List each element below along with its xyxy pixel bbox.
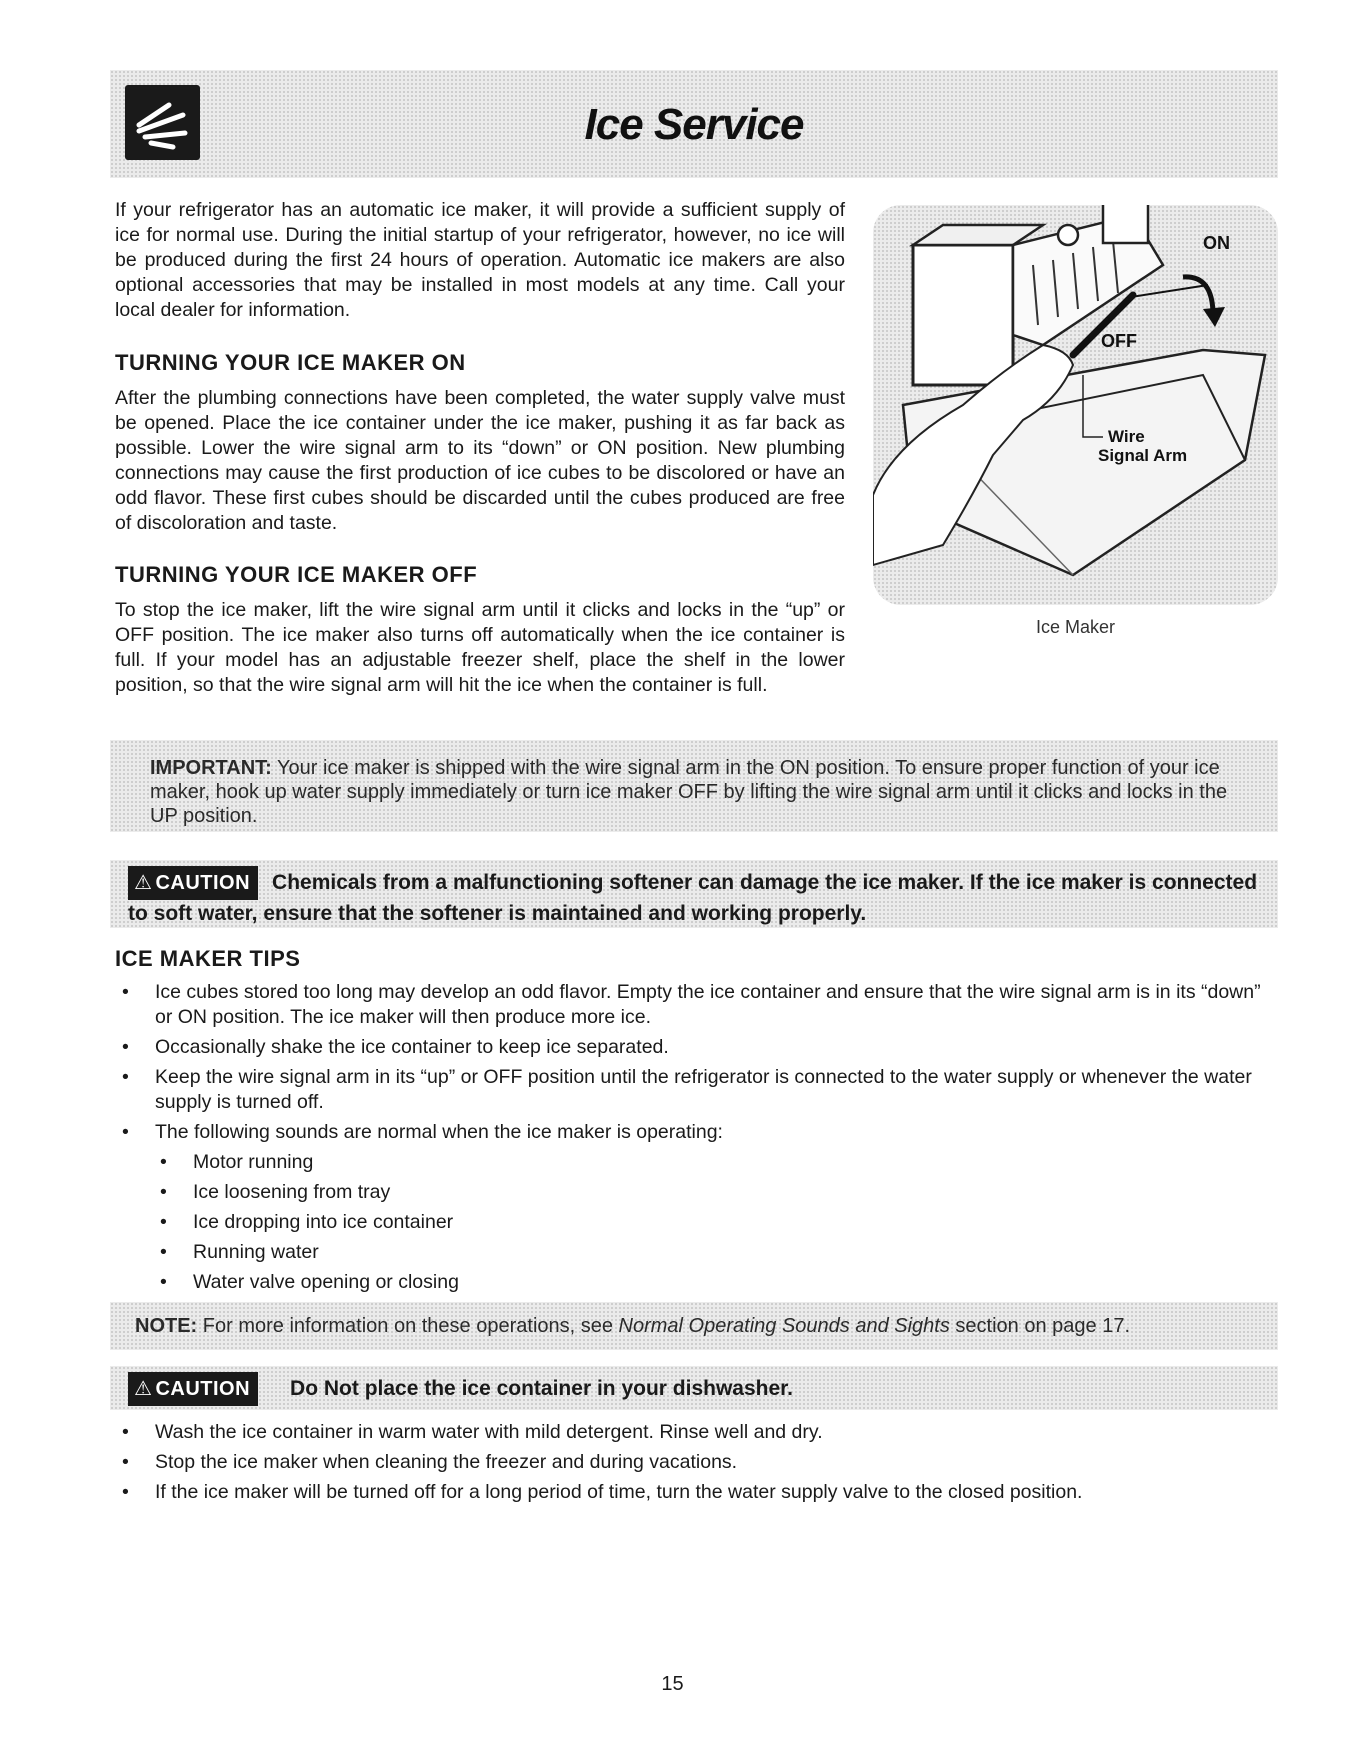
caution-softener-box <box>110 860 1278 928</box>
note-box <box>110 1302 1278 1350</box>
page-header-banner <box>110 70 1278 178</box>
note-label: NOTE: <box>135 1315 198 1337</box>
heading-ice-maker-tips: ICE MAKER TIPS <box>115 946 301 971</box>
ice-maker-illustration <box>873 205 1278 605</box>
label-signal-arm: Signal Arm <box>1098 446 1188 465</box>
important-text <box>150 756 1250 828</box>
cleaning-list <box>120 1420 1280 1510</box>
list-item: • Occasionally shake the ice container to keep ice separated. <box>120 1035 1280 1060</box>
caution-dishwasher-box <box>110 1366 1278 1410</box>
list-item: • Stop the ice maker when cleaning the freezer and during vacations. <box>120 1450 1280 1475</box>
caution-dishwasher-message: Do Not place the ice container in your dishwasher. <box>290 1377 794 1400</box>
list-item: • If the ice maker will be turned off for a long period of time, turn the water supply valve to the closed position. <box>120 1480 1280 1505</box>
caution-softener-message: Chemicals from a malfunctioning softener can damage the ice maker. If the ice maker is connected to soft water, ensure that the softener is maintained and working properly. <box>128 871 1258 925</box>
note-text <box>135 1314 1255 1338</box>
caution-softener-text <box>128 866 1258 928</box>
label-on: ON <box>1203 233 1230 253</box>
list-item <box>120 1120 1280 1295</box>
turning-on-paragraph: After the plumbing connections have been completed, the water supply valve must be opened. Place the ice container under the ice maker, pushing it as far back as possible. Lower the wire signal arm to its “down” or ON position. New plumbing connections may cause the first production of ice cubes to be discolored or have an odd flavor. These first cubes should be discarded until the cubes produced are free of discoloration and taste. <box>115 387 845 534</box>
figure-caption: Ice Maker <box>1035 617 1116 637</box>
heading-turning-off: TURNING YOUR ICE MAKER OFF <box>115 562 478 587</box>
sounds-list <box>155 1150 1280 1295</box>
list-item: • Ice loosening from tray <box>155 1180 1280 1205</box>
ice-maker-figure <box>873 205 1278 637</box>
list-item: • Ice dropping into ice container <box>155 1210 1280 1235</box>
list-item: • Water valve opening or closing <box>155 1270 1280 1295</box>
tips-list <box>120 980 1280 1300</box>
page-number: 15 <box>661 1673 684 1695</box>
caution-dishwasher-text <box>128 1372 1258 1406</box>
important-label: IMPORTANT: <box>150 757 272 779</box>
important-body: Your ice maker is shipped with the wire signal arm in the ON position. To ensure proper function of your ice maker, hook up water supply immediately or turn ice maker OFF by lifting the wire signal arm until it clicks and locks in the UP position. <box>150 757 1228 827</box>
page-title: Ice Service <box>584 100 804 149</box>
caution-badge: ⚠ CAUTION <box>128 866 258 900</box>
warning-triangle-icon: ⚠ <box>134 872 153 894</box>
list-item: • Motor running <box>155 1150 1280 1175</box>
note-body: For more information on these operations, see <box>197 1315 619 1337</box>
caution-badge: ⚠ CAUTION <box>128 1372 258 1406</box>
list-item: • Wash the ice container in warm water with mild detergent. Rinse well and dry. <box>120 1420 1280 1445</box>
intro-paragraph: If your refrigerator has an automatic ice maker, it will provide a sufficient supply of ice for normal use. During the initial startup of your refrigerator, however, no ice will be produced during the first 24 hours of operation. Automatic ice makers are also optional accessories that may be installed in most models at any time. Call your local dealer for information. <box>115 199 845 321</box>
important-box <box>110 740 1278 832</box>
list-item: • Ice cubes stored too long may develop an odd flavor. Empty the ice container and ensure that the wire signal arm is in its “down” or ON position. The ice maker will then produce more ice. <box>120 980 1280 1030</box>
warning-triangle-icon: ⚠ <box>134 1378 153 1400</box>
note-reference: Normal Operating Sounds and Sights <box>618 1315 950 1337</box>
heading-turning-on: TURNING YOUR ICE MAKER ON <box>115 350 466 375</box>
label-wire: Wire <box>1108 427 1145 446</box>
note-tail: section on page 17. <box>949 1315 1130 1337</box>
list-item: • Keep the wire signal arm in its “up” or OFF position until the refrigerator is connected to the water supply or whenever the water supply is turned off. <box>120 1065 1280 1115</box>
ice-maker-housing <box>913 245 1013 385</box>
turning-off-paragraph: To stop the ice maker, lift the wire signal arm until it clicks and locks in the “up” or OFF position. The ice maker also turns off automatically when the ice container is full. If your model has an adjustable freezer shelf, place the shelf in the lower position, so that the wire signal arm will hit the ice when the container is full. <box>115 599 845 696</box>
label-off: OFF <box>1101 331 1137 351</box>
sounds-intro: The following sounds are normal when the ice maker is operating: <box>155 1121 723 1143</box>
list-item: • Running water <box>155 1240 1280 1265</box>
